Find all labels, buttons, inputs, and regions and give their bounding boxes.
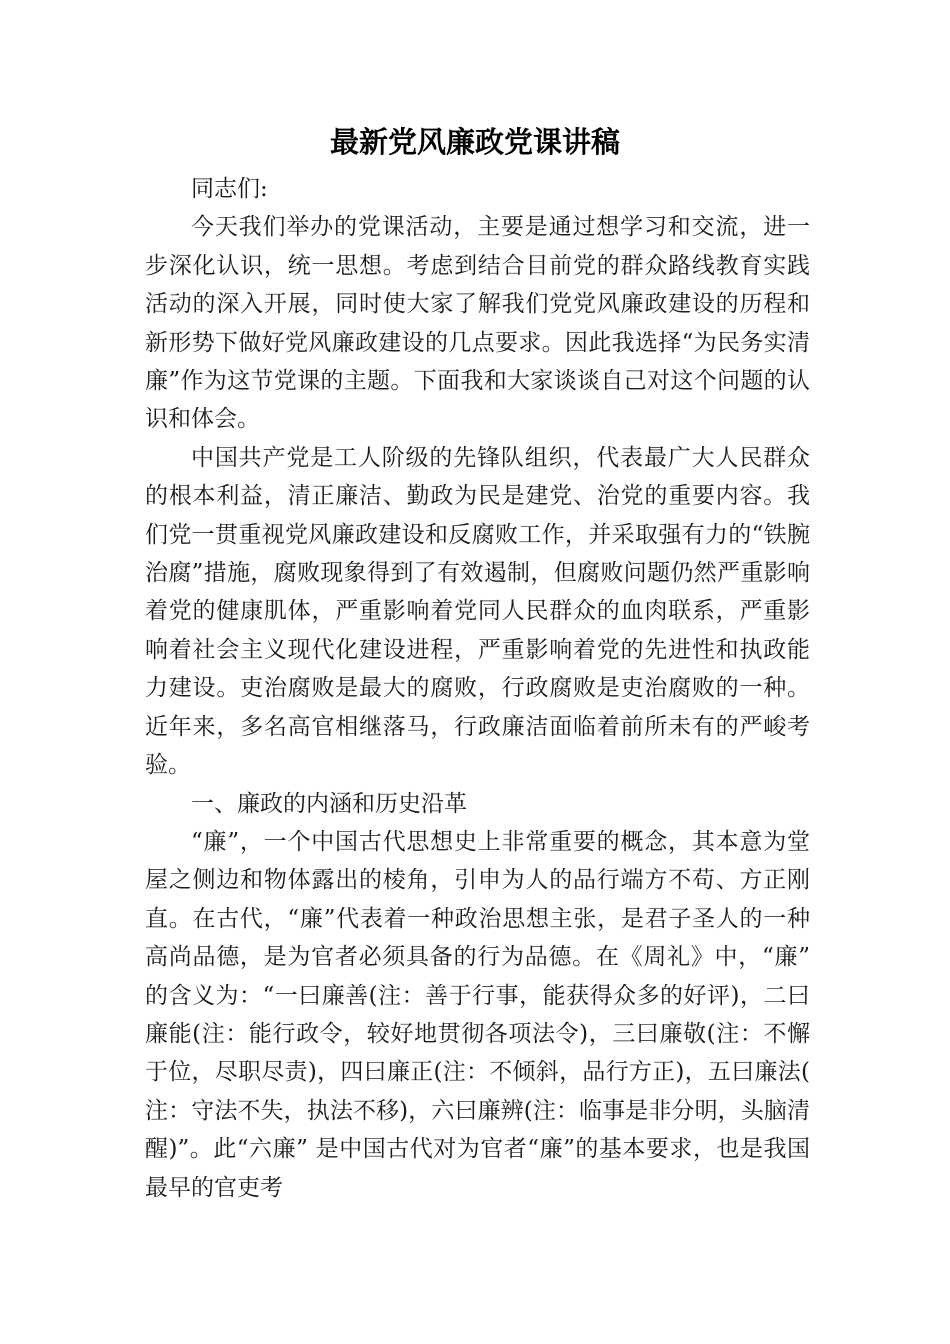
body-paragraph: “廉”，一个中国古代思想史上非常重要的概念，其本意为堂屋之侧边和物体露出的棱角，引申为人的品行端方不苟、方正刚直。在古代，“廉”代表着一种政治思想主张，是君子圣人的一种高尚品德，是为官者必须具备的行为品德。在《周礼》中，“廉”的含义为：“一曰廉善(注：善于行事，能获得众多的好评)，二曰廉能(注：能行政令，较好地贯彻各项法令)，三曰廉敬(注：不懈于位，尽职尽责)，四曰廉正(注：不倾斜，品行方正)，五曰廉法(注：守法不失，执法不移)，六曰廉辨(注：临事是非分明，头脑清醒)”。此“六廉” 是中国古代对为官者“廉”的基本要求，也是我国最早的官吏考 [145, 828, 810, 1201]
salutation-paragraph: 同志们: [191, 176, 268, 202]
document-title: 最新党风廉政党课讲稿 [329, 125, 620, 159]
intro-paragraph: 今天我们举办的党课活动，主要是通过想学习和交流，进一步深化认识，统一思想。考虑到结合目前党的群众路线教育实践活动的深入开展，同时使大家了解我们党党风廉政建设的历程和新形势下做好党风廉政建设的几点要求。因此我选择“为民务实清廉”作为这节党课的主题。下面我和大家谈谈自己对这个问题的认识和体会。 [145, 214, 810, 433]
body-paragraph: 中国共产党是工人阶级的先锋队组织，代表最广大人民群众的根本利益，清正廉洁、勤政为民是建党、治党的重要内容。我们党一贯重视党风廉政建设和反腐败工作，并采取强有力的“铁腕治腐”措施，腐败现象得到了有效遏制，但腐败问题仍然严重影响着党的健康肌体，严重影响着党同人民群众的血肉联系，严重影响着社会主义现代化建设进程，严重影响着党的先进性和执政能力建设。吏治腐败是最大的腐败，行政腐败是吏治腐败的一种。近年来，多名高官相继落马，行政廉洁面临着前所未有的严峻考验。 [145, 444, 810, 779]
section-heading: 一、廉政的内涵和历史沿革 [191, 790, 467, 817]
document-body [145, 170, 810, 1207]
